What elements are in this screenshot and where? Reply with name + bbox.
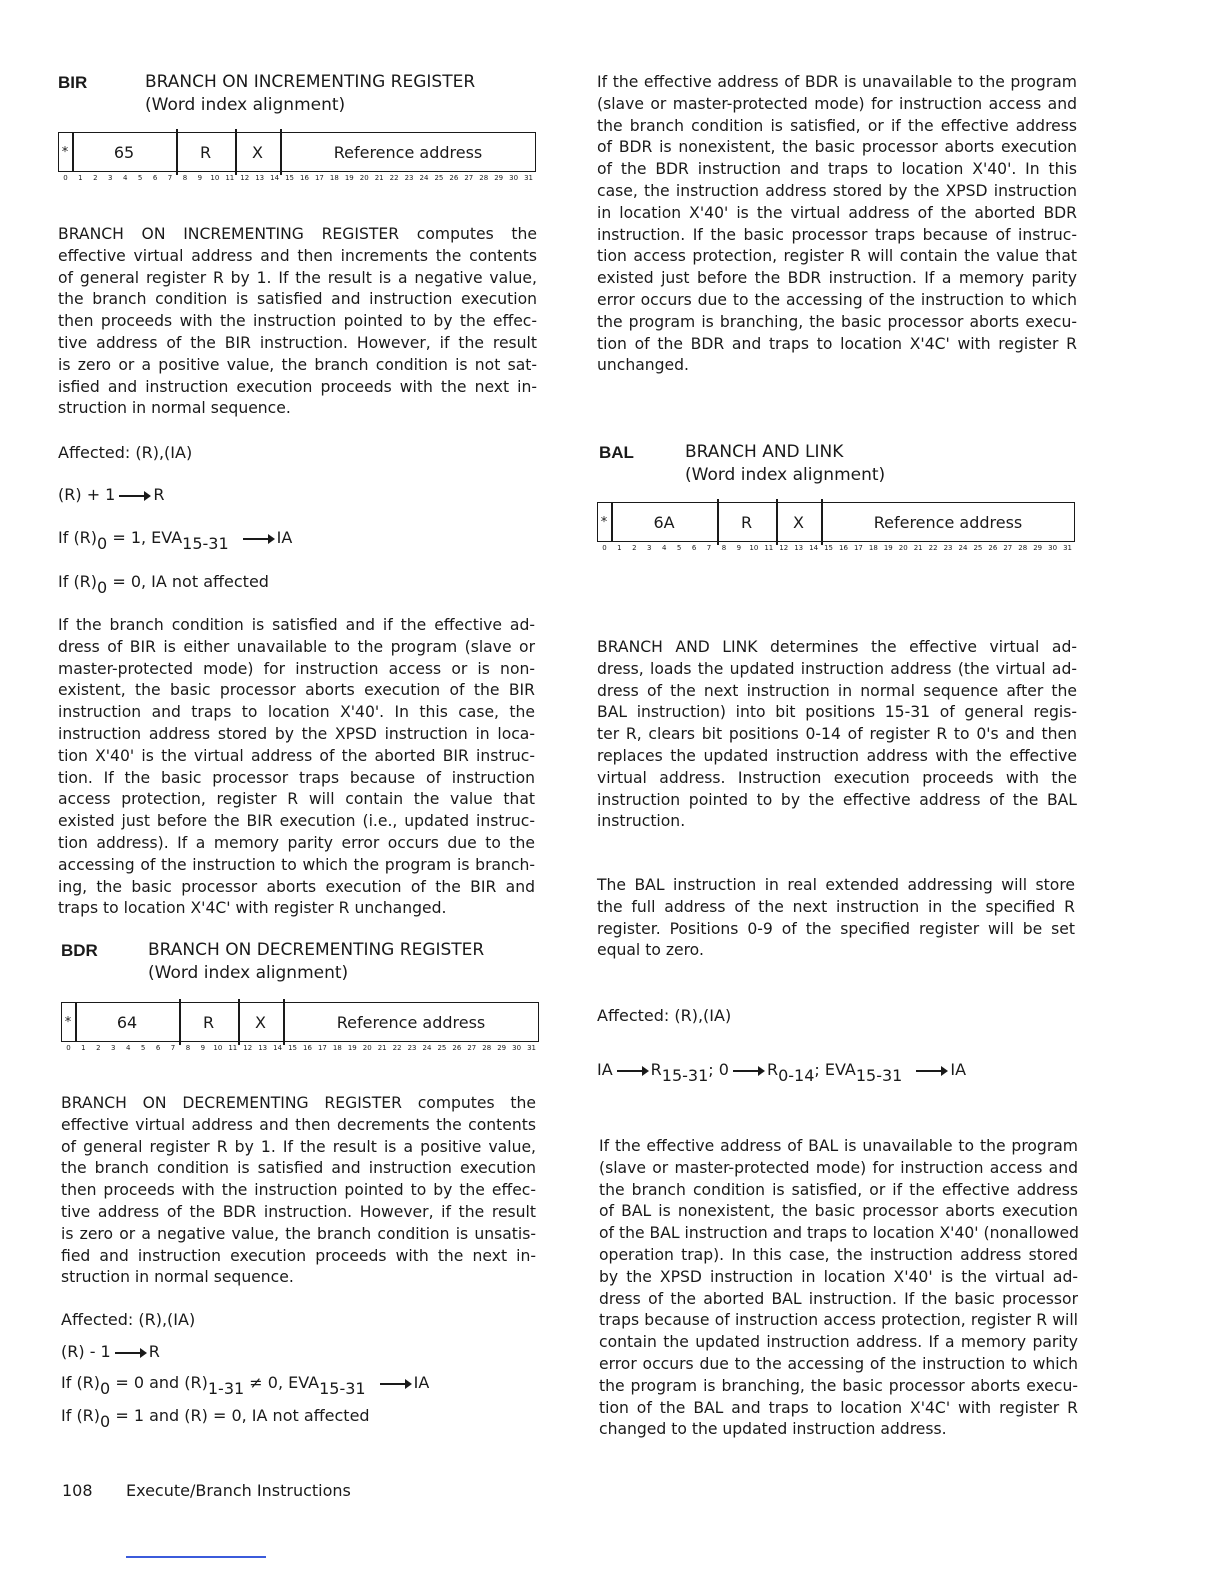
bir-title: BRANCH ON INCREMENTING REGISTER [145, 72, 476, 92]
bdr-indirect-bit: * [64, 1014, 72, 1030]
bit-number: 21 [374, 174, 384, 182]
bal-reference-address: Reference address [873, 512, 1023, 532]
bir-formula-2: If (R)0 = 1, EVA15-31 IA [58, 528, 293, 553]
bit-number: 27 [1003, 544, 1013, 552]
bit-number: 16 [303, 1044, 312, 1052]
bir-description: BRANCH ON INCREMENTING REGISTER computes the effective virtual address and then increments the contents of general register R by 1. If the result is a negative value, the branch condition is satisfied and instruction execution then proceeds with the instruction pointed to by the effec- tive address of the BIR instruction. However, if the result is zero or a positive value, the branch condition is not sat- isfied and instruction execution proceeds with the next in- struction in normal sequence. [58, 225, 537, 418]
bal-x-field: X [793, 512, 804, 532]
bal-opcode: 6A [653, 512, 675, 532]
bit-number: 6 [155, 1044, 161, 1052]
bir-r-field: R [199, 142, 212, 162]
bit-number: 26 [452, 1044, 462, 1052]
bdr-reference-address: Reference address [336, 1012, 486, 1032]
bit-number: 5 [676, 544, 682, 552]
bdr-formula-3: If (R)0 = 1 and (R) = 0, IA not affected [61, 1406, 370, 1431]
bdr-mnemonic: BDR [61, 941, 98, 960]
bdr-r-field: R [202, 1012, 215, 1032]
bit-number: 17 [853, 544, 863, 552]
bir-x-field: X [252, 142, 263, 162]
page-number: 108 [62, 1481, 93, 1500]
bit-number: 0 [63, 174, 68, 182]
bit-number: 2 [632, 544, 637, 552]
bit-number: 30 [509, 174, 519, 182]
bit-number: 9 [197, 174, 203, 182]
bir-opcode: 65 [113, 142, 135, 162]
bir-bit-numbers [58, 174, 536, 186]
bit-number: 11 [764, 544, 774, 552]
bit-number: 19 [883, 544, 893, 552]
bdr-bit-numbers [61, 1044, 539, 1056]
bit-number: 15 [824, 544, 833, 552]
bit-number: 28 [479, 174, 489, 182]
bir-reference-address: Reference address [333, 142, 483, 162]
bit-number: 6 [152, 174, 158, 182]
bit-number: 28 [1018, 544, 1028, 552]
footer-rule [126, 1556, 266, 1558]
arrow-icon [115, 1352, 145, 1354]
bit-number: 22 [928, 544, 938, 552]
bal-title: BRANCH AND LINK [685, 442, 844, 462]
bit-number: 22 [389, 174, 399, 182]
bit-number: 0 [602, 544, 607, 552]
bal-mnemonic: BAL [599, 443, 634, 462]
bal-bit-numbers [597, 544, 1075, 556]
bit-number: 31 [1063, 544, 1072, 552]
bit-number: 7 [170, 1044, 176, 1052]
bdr-formula-2: If (R)0 = 0 and (R)1-31 ≠ 0, EVA15-31 IA [61, 1373, 430, 1398]
bit-number: 20 [362, 1044, 372, 1052]
bit-number: 1 [617, 544, 622, 552]
bit-number: 4 [661, 544, 667, 552]
bit-number: 18 [868, 544, 878, 552]
bit-number: 8 [182, 174, 188, 182]
bal-alignment: (Word index alignment) [685, 465, 886, 485]
bit-number: 2 [96, 1044, 101, 1052]
bit-number: 4 [122, 174, 128, 182]
bit-number: 30 [1048, 544, 1058, 552]
bir-affected: Affected: (R),(IA) [58, 443, 193, 462]
bit-number: 14 [270, 174, 280, 182]
bit-number: 19 [344, 174, 354, 182]
bit-number: 4 [125, 1044, 131, 1052]
bit-number: 6 [691, 544, 697, 552]
bit-number: 8 [721, 544, 727, 552]
bir-formula-3: If (R)0 = 0, IA not affected [58, 572, 269, 597]
bit-number: 16 [839, 544, 848, 552]
bit-number: 18 [332, 1044, 342, 1052]
bit-number: 31 [527, 1044, 536, 1052]
bit-number: 5 [137, 174, 143, 182]
arrow-icon [119, 495, 149, 497]
bdr-description: BRANCH ON DECREMENTING REGISTER computes the effective virtual address and then decrements the contents of general register R by 1. If the result is a positive value, the branch condition is satisfied and instruction execution then proceeds with the instruction pointed to by the effec- tive address of the BDR instruction. However, if the result is zero or a negative value, the branch condition is unsatis- fied and instruction execution proceeds with the next in- struction in normal sequence. [61, 1094, 536, 1287]
bit-number: 24 [419, 174, 429, 182]
bit-number: 21 [913, 544, 923, 552]
bit-number: 19 [347, 1044, 357, 1052]
bit-number: 30 [512, 1044, 522, 1052]
bdr-alignment: (Word index alignment) [148, 963, 349, 983]
bir-mnemonic: BIR [58, 73, 88, 92]
bal-r-field: R [740, 512, 753, 532]
bit-number: 20 [359, 174, 369, 182]
bit-number: 14 [273, 1044, 283, 1052]
arrow-icon [916, 1070, 946, 1072]
bit-number: 23 [404, 174, 414, 182]
bit-number: 27 [464, 174, 474, 182]
bdr-affected: Affected: (R),(IA) [61, 1310, 196, 1329]
bit-number: 10 [210, 174, 220, 182]
bal-affected: Affected: (R),(IA) [597, 1006, 732, 1025]
bit-number: 15 [285, 174, 294, 182]
bit-number: 23 [407, 1044, 417, 1052]
bit-number: 10 [749, 544, 759, 552]
bit-number: 27 [467, 1044, 477, 1052]
bit-number: 9 [736, 544, 742, 552]
bit-number: 5 [140, 1044, 146, 1052]
bit-number: 1 [78, 174, 83, 182]
bit-number: 25 [434, 174, 444, 182]
bit-number: 20 [898, 544, 908, 552]
bal-real-addressing: The BAL instruction in real extended addressing will store the full address of the next instruction in the specified R register. Positions 0-9 of the specified register will be set equal to zero. [597, 876, 1075, 960]
bal-description: BRANCH AND LINK determines the effective virtual ad- dress, loads the updated instruction address (the virtual ad- dress of the next instruction in normal sequence after the BAL instruction) into bit positions 15-31 of general regis- ter R, clears bit positions 0-14 of register R to 0's and then replaces the updated instruction address with the effective virtual address. Instruction execution proceeds with the instruction pointed to by the effective address of the BAL instruction. [597, 638, 1077, 831]
bir-alignment: (Word index alignment) [145, 95, 346, 115]
bir-trap-description: If the branch condition is satisfied and if the effective ad- dress of BIR is either unavailable to the program (slave or master-protected mode) for instruction access or is non- existent, the basic processor aborts execution of the BIR instruction and traps to location X'40'. In this case, the instruction address stored by the XPSD instruction in loca- tion X'40' is the virtual address of the aborted BIR instruc- tion. If the basic processor traps because of instruction access protection, register R will contain the value that existed just before the BIR execution (i.e., updated instruc- tion address). If a memory parity error occurs due to the accessing of the instruction to which the program is branch- ing, the basic processor aborts execution of the BIR and traps to location X'4C' with register R unchanged. [58, 616, 535, 918]
bit-number: 12 [243, 1044, 253, 1052]
arrow-icon [243, 538, 273, 540]
bdr-formula-1: (R) - 1 R [61, 1342, 160, 1361]
bit-number: 3 [108, 174, 113, 182]
bit-number: 24 [422, 1044, 432, 1052]
bit-number: 17 [314, 174, 324, 182]
bit-number: 15 [288, 1044, 297, 1052]
bdr-opcode: 64 [116, 1012, 138, 1032]
bit-number: 13 [255, 174, 265, 182]
bir-formula-1: (R) + 1 R [58, 485, 165, 504]
bit-number: 10 [213, 1044, 223, 1052]
bit-number: 7 [706, 544, 712, 552]
bit-number: 0 [66, 1044, 71, 1052]
bit-number: 16 [300, 174, 309, 182]
bit-number: 12 [779, 544, 789, 552]
bdr-trap-description: If the effective address of BDR is unavailable to the program (slave or master-protected mode) for instruction access and the branch condition is satisfied, or if the effective address of BDR is nonexistent, the basic processor aborts execution of the BDR instruction and traps to location X'40'. In this case, the instruction address stored by the XPSD instruction in location X'40' is the virtual address of the aborted BDR instruction. If the basic processor traps because of instruc- tion access protection, register R will contain the value that existed just before the BDR instruction. If a memory parity error occurs due to the accessing of the instruction to which the program is branching, the basic processor aborts execu- tion of the BDR and traps to location X'4C' with register R unchanged. [597, 73, 1077, 375]
bir-indirect-bit: * [61, 144, 69, 160]
bal-formula: IA R15-31; 0 R0-14; EVA15-31 IA [597, 1060, 967, 1085]
bal-trap-description: If the effective address of BAL is unavailable to the program (slave or master-protected mode) for instruction access and the branch condition is satisfied, or if the effective address of BAL is nonexistent, the basic processor aborts execution of the BAL instruction and traps to location X'40' (nonallowed operation trap). In this case, the instruction address stored by the XPSD instruction in location X'40' is the virtual ad- dress of the aborted BAL instruction. If the basic processor traps because of instruction access protection, register R will contain the updated instruction address. If a memory parity error occurs due to the accessing of the instruction to which the program is branching, the basic processor aborts execu- tion of the BAL and traps to location X'4C' with register R changed to the updated instruction address. [599, 1137, 1079, 1439]
arrow-icon [617, 1070, 647, 1072]
bit-number: 23 [943, 544, 953, 552]
bit-number: 25 [437, 1044, 447, 1052]
bit-number: 1 [81, 1044, 86, 1052]
bit-number: 9 [200, 1044, 206, 1052]
bit-number: 3 [111, 1044, 116, 1052]
bit-number: 29 [497, 1044, 507, 1052]
bit-number: 8 [185, 1044, 191, 1052]
bit-number: 26 [449, 174, 459, 182]
bit-number: 21 [377, 1044, 387, 1052]
bit-number: 17 [317, 1044, 327, 1052]
arrow-icon [733, 1070, 763, 1072]
bit-number: 3 [647, 544, 652, 552]
bit-number: 12 [240, 174, 250, 182]
bit-number: 25 [973, 544, 983, 552]
bdr-title: BRANCH ON DECREMENTING REGISTER [148, 940, 485, 960]
bal-indirect-bit: * [600, 514, 608, 530]
bit-number: 11 [228, 1044, 238, 1052]
bdr-x-field: X [255, 1012, 266, 1032]
bal-instruction-format [597, 502, 1075, 562]
bit-number: 18 [329, 174, 339, 182]
bit-number: 13 [258, 1044, 268, 1052]
bit-number: 11 [225, 174, 235, 182]
bit-number: 13 [794, 544, 804, 552]
bit-number: 7 [167, 174, 173, 182]
bit-number: 29 [1033, 544, 1043, 552]
bit-number: 31 [524, 174, 533, 182]
bir-instruction-format [58, 132, 536, 192]
bit-number: 2 [93, 174, 98, 182]
bit-number: 29 [494, 174, 504, 182]
bit-number: 28 [482, 1044, 492, 1052]
bdr-instruction-format [61, 1002, 539, 1062]
bit-number: 22 [392, 1044, 402, 1052]
bit-number: 24 [958, 544, 968, 552]
bit-number: 14 [809, 544, 819, 552]
section-title: Execute/Branch Instructions [126, 1481, 351, 1500]
arrow-icon [380, 1383, 410, 1385]
bit-number: 26 [988, 544, 998, 552]
